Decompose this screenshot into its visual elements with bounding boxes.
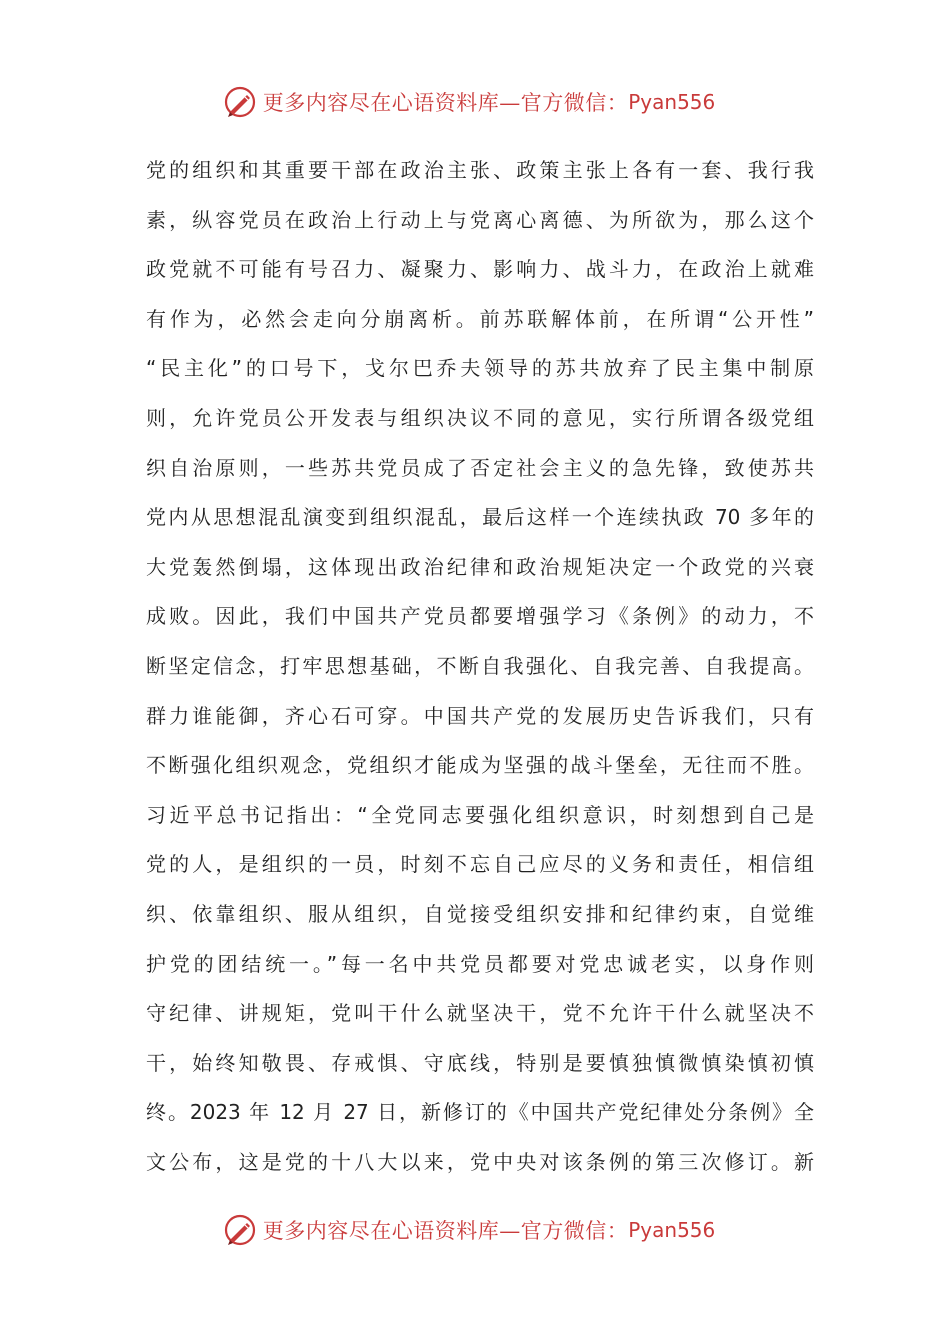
text-line: 大党轰然倒塌，这体现出政治纪律和政治规矩决定一个政党的兴衰 [146,554,814,579]
text-line: “民主化”的口号下，戈尔巴乔夫领导的苏共放弃了民主集中制原 [146,356,814,381]
watermark-text: 更多内容尽在心语资料库—官方微信： [262,91,629,115]
text-line: 则，允许党员公开发表与组织决议不同的意见，实行所谓各级党组 [146,405,814,430]
text-line: 干，始终知敬畏、存戒惧、守底线，特别是要慎独慎微慎染慎初慎 [146,1050,814,1075]
text-line: 习近平总书记指出：“全党同志要强化组织意识，时刻想到自己是 [146,802,814,827]
text-line: 不断强化组织观念，党组织才能成为坚强的战斗堡垒，无往而不胜。 [146,753,814,778]
text-line: 党内从思想混乱演变到组织混乱，最后这样一个连续执政 70 多年的 [146,505,814,530]
document-body [146,146,814,1187]
header-watermark [0,82,950,122]
text-line: 文公布，这是党的十八大以来，党中央对该条例的第三次修订。新 [146,1149,814,1174]
text-line: 终。2023 年 12 月 27 日，新修订的《中国共产党纪律处分条例》全 [146,1100,814,1125]
text-line: 党的组织和其重要干部在政治主张、政策主张上各有一套、我行我 [146,158,814,182]
text-line: 群力谁能御，齐心石可穿。中国共产党的发展历史告诉我们，只有 [146,703,814,728]
text-line: 成败。因此，我们中国共产党员都要增强学习《条例》的动力，不 [146,604,814,629]
text-line: 护党的团结统一。”每一名中共党员都要对党忠诚老实，以身作则 [146,951,814,976]
footer-watermark [0,1210,950,1250]
text-line: 守纪律、讲规矩，党叫干什么就坚决干，党不允许干什么就坚决不 [146,1001,814,1026]
watermark-text: 更多内容尽在心语资料库—官方微信： [262,1219,629,1243]
watermark-contact: Pyan556 [628,1218,716,1242]
text-line: 党的人，是组织的一员，时刻不忘自己应尽的义务和责任，相信组 [146,852,814,877]
pen-logo-icon [223,1213,257,1247]
text-line: 素，纵容党员在政治上行动上与党离心离德、为所欲为，那么这个 [146,207,814,232]
text-line: 织、依靠组织、服从组织，自觉接受组织安排和纪律约束，自觉维 [146,901,814,926]
text-line: 政党就不可能有号召力、凝聚力、影响力、战斗力，在政治上就难 [146,257,814,282]
text-line: 织自治原则，一些苏共党员成了否定社会主义的急先锋，致使苏共 [146,455,814,480]
pen-logo-icon [223,85,257,119]
watermark-contact: Pyan556 [628,90,716,114]
text-line: 有作为，必然会走向分崩离析。前苏联解体前，在所谓“公开性” [146,306,814,331]
text-line: 断坚定信念，打牢思想基础，不断自我强化、自我完善、自我提高。 [146,653,814,678]
